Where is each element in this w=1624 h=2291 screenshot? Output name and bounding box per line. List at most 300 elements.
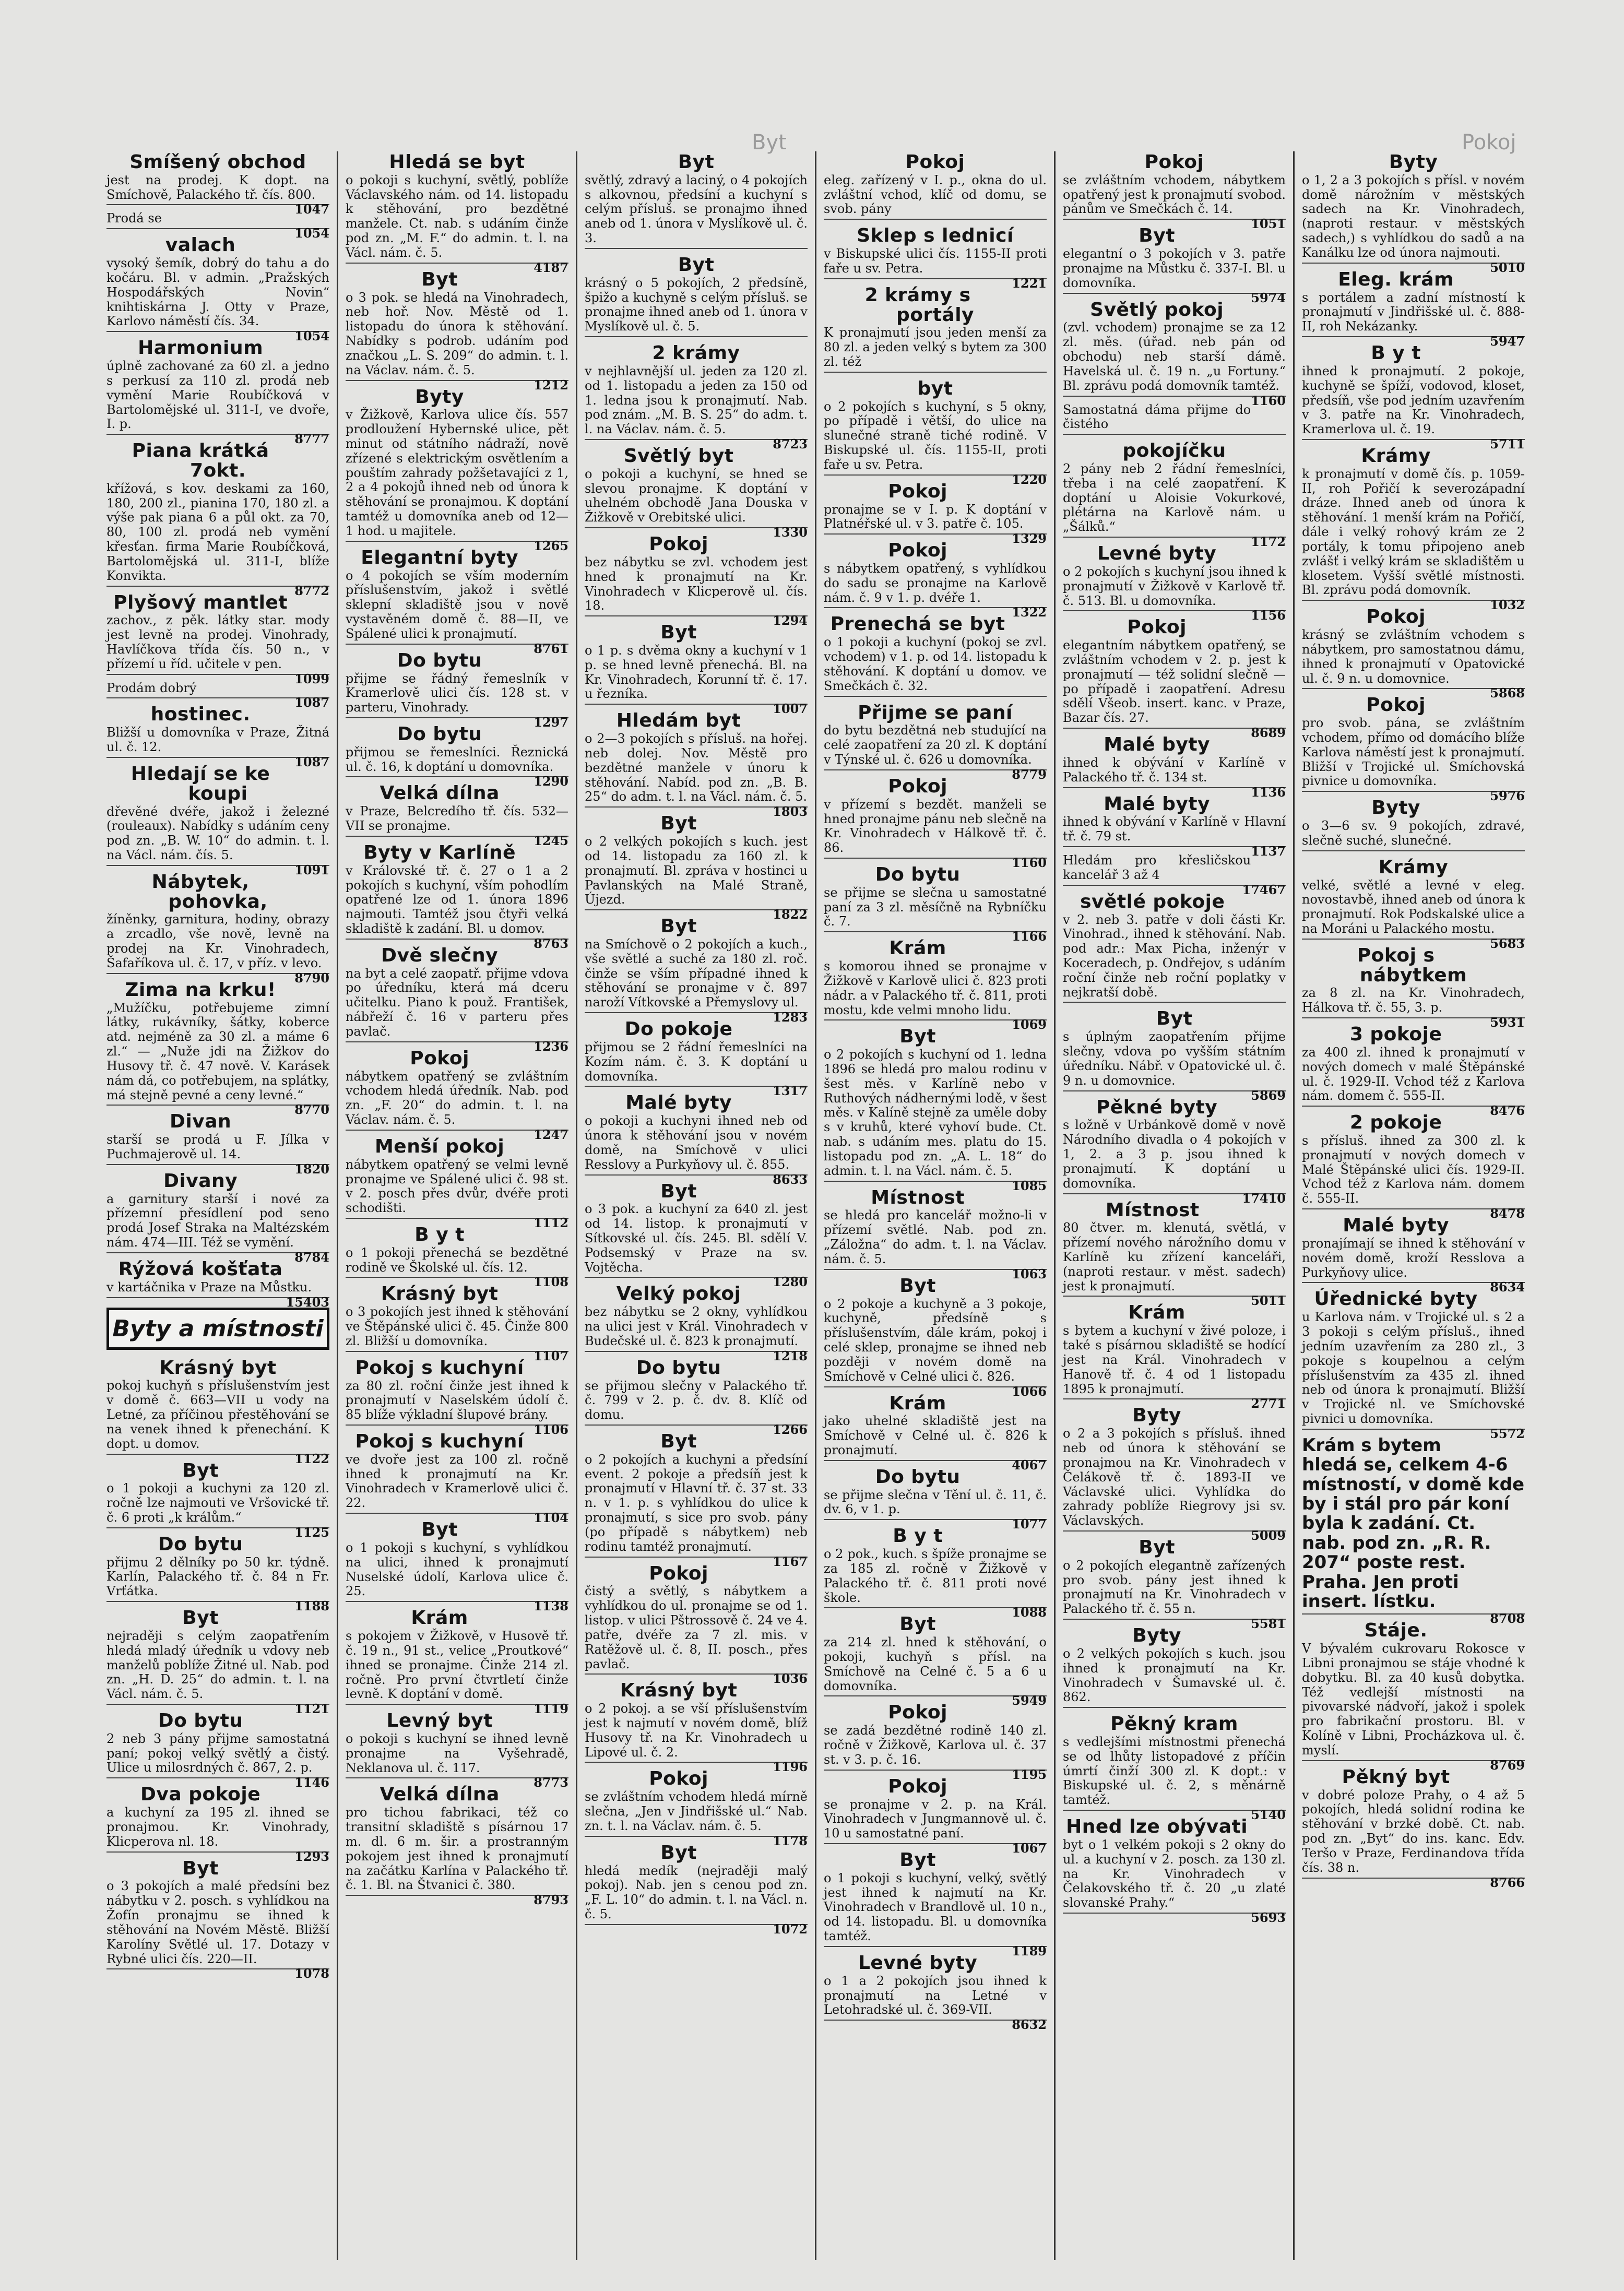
classified-ad bbox=[1063, 225, 1286, 305]
ad-heading: Byty bbox=[1389, 151, 1438, 173]
top-mark-left: Byt bbox=[752, 130, 787, 155]
classified-ad bbox=[1063, 1096, 1286, 1206]
classified-ad bbox=[585, 445, 808, 540]
ad-text: eleg. zařízený v I. p., okna do ul. zvláštní vchod, klíč od domu, se svob. pány bbox=[824, 172, 1047, 217]
ad-text: s komorou ihned se pronajme v Žižkově v Karlově ulici č. 823 proti nádr. a v Palackého tř. č. 811, proti mostu, kde velmi mnoho lidu. bbox=[824, 959, 1047, 1017]
ad-number: 1196 bbox=[773, 1759, 808, 1775]
ad-heading: Hledají se ke koupi bbox=[131, 763, 270, 804]
ad-number: 1119 bbox=[534, 1701, 568, 1717]
ad-text: o 3 pokojích a malé předsíni bez nábytku v 2. posch. s vyhlídkou na Žofín pronajmu se ihned k stěhování na Novém Městě. Bližší Karolíny Světlé ul. 17. Dotazy v Rybné ulici čís. 220—II. bbox=[106, 1879, 329, 1966]
classified-ad bbox=[824, 1775, 1047, 1856]
ad-text: o 3 pokojích jest ihned k stěhování ve Štěpánské ulici č. 45. Činže 800 zl. Bližší u domovníka. bbox=[346, 1304, 568, 1348]
ad-heading: valach bbox=[165, 234, 236, 256]
ad-text: pro svob. pána, se zvláštním vchodem, přímo od domácího blíže Karlova náměstí jest k pronajmutí. Bližší v Trojické ul. Smíchovská pivnice u domovníka. bbox=[1302, 716, 1525, 789]
ad-heading: Pokoj s kuchyní bbox=[355, 1357, 524, 1379]
ad-number: 1178 bbox=[773, 1833, 808, 1848]
ad-number: 8779 bbox=[1012, 766, 1047, 782]
ad-heading: 2 krámy bbox=[652, 342, 740, 364]
classified-ad bbox=[1063, 1008, 1286, 1103]
ad-heading: Byt bbox=[1156, 1008, 1193, 1030]
classified-ad bbox=[106, 337, 329, 447]
ad-number: 1266 bbox=[773, 1422, 808, 1438]
classified-ad bbox=[346, 151, 568, 275]
ad-text: o 2 pokojích elegantně zařízených pro svob. pány jest ihned k pronajmutí na Kr. Vinohradech v Palackého tř. č. 55 n. bbox=[1063, 1558, 1286, 1617]
ad-heading: Malé byty bbox=[1104, 793, 1211, 815]
ad-text: se přijme slečna v Tění ul. č. 11, č. dv. 6, v 1. p. bbox=[824, 1487, 1047, 1517]
classified-ad bbox=[1302, 1112, 1525, 1221]
ad-heading: Pokoj bbox=[905, 151, 965, 173]
ad-heading: Byty bbox=[1132, 1405, 1181, 1427]
classified-ad bbox=[106, 1607, 329, 1716]
classified-ad bbox=[346, 1607, 568, 1717]
ad-heading: Byt bbox=[660, 622, 697, 644]
ad-text: na Smíchově o 2 pokojích a kuch., vše světlé a suché za 180 zl. roč. činže se vším případné ihned k stěhování se pronajme v č. 897 naroží Vítkovské a Přemyslovy ul. bbox=[585, 936, 808, 1010]
ad-text: jest na prodej. K dopt. na Smíchově, Palackého tř. čís. 800. bbox=[106, 172, 329, 202]
ad-heading: Byt bbox=[899, 1275, 936, 1297]
ad-number: 1293 bbox=[294, 1848, 329, 1864]
classified-ad bbox=[585, 1092, 808, 1187]
ad-number: 1087 bbox=[294, 695, 329, 710]
ad-text: v Praze, Belcredího tř. čís. 532—VII se pronajme. bbox=[346, 804, 568, 834]
ad-text: s portálem a zadní místností k pronajmutí v Jindřišské ul. č. 888-II, roh Nekázanky. bbox=[1302, 290, 1525, 334]
classified-ad bbox=[585, 1018, 808, 1099]
ad-heading: Zima na krku! bbox=[125, 979, 276, 1001]
classified-ad bbox=[824, 225, 1047, 291]
ad-number: 1108 bbox=[534, 1274, 568, 1290]
ad-heading: Do bytu bbox=[397, 649, 482, 671]
classified-ad bbox=[106, 763, 329, 877]
ad-heading: Byt bbox=[660, 1842, 697, 1863]
ad-text: s přísluš. ihned za 300 zl. k pronajmutí v nových domech v Malé Štěpánské ulici čís. 1929-II. Vchod též z Karlova nám. domem č. 555-II. bbox=[1302, 1133, 1525, 1206]
column-3 bbox=[577, 151, 816, 2260]
ad-number: 1265 bbox=[534, 538, 568, 553]
ad-text: o 2 pok., kuch. s špíže pronajme se za 185 zl. ročně v Žižkově v Palackého tř. č. 811 proti nové škole. bbox=[824, 1547, 1047, 1605]
ad-text: ihned k obývání v Karlíně v Hlavní tř. č. 79 st. bbox=[1063, 814, 1286, 844]
classified-ad bbox=[1302, 268, 1525, 349]
ad-heading: Krám bbox=[1128, 1302, 1186, 1324]
ad-text: s bytem a kuchyní v živé poloze, i také s písárnou skladiště se hodící jest na Král. Vinohradech v Hanově tř. č. 4 od 1 listopadu 1895 k pronajmutí. bbox=[1063, 1323, 1286, 1396]
ad-heading: Byt bbox=[678, 254, 715, 276]
ad-heading: Pokoj bbox=[1144, 151, 1204, 173]
ad-number: 1322 bbox=[1012, 604, 1047, 620]
ad-number: 5683 bbox=[1490, 935, 1525, 951]
ad-number: 1247 bbox=[534, 1126, 568, 1142]
ad-text: v 2. neb 3. patře v doli části Kr. Vinohrad., ihned k stěhování. Nab. pod adr.: Max Picha, inženýr v Koceradech, p. Ondřejov, s udáním roční činže neb roční poplatky v nejkratší době. bbox=[1063, 912, 1286, 1000]
ad-heading: Krásný byt bbox=[159, 1357, 277, 1379]
ad-text: o pokoji a kuchyni ihned neb od února k stěhování jsou v novém domě, na Smíchově v ulici Resslovy a Purkyňovy ul. č. 855. bbox=[585, 1113, 808, 1172]
ad-text: o 1 pokoji přenechá se bezdětné rodině ve Školské ul. čís. 12. bbox=[346, 1245, 568, 1275]
classified-ad bbox=[1302, 1434, 1525, 1627]
classified-ad bbox=[346, 1519, 568, 1614]
ad-number: 1121 bbox=[294, 1701, 329, 1716]
ad-heading: Hledá se byt bbox=[389, 151, 525, 173]
ad-number: 1317 bbox=[773, 1083, 808, 1099]
top-mark-right: Pokoj bbox=[1462, 130, 1516, 155]
ad-number: 8777 bbox=[294, 431, 329, 447]
ad-number: 1146 bbox=[294, 1775, 329, 1790]
ad-text: za 214 zl. hned k stěhování, o pokoji, kuchyň s přísl. na Smíchově na Celné č. 5 a 6 u domovníka. bbox=[824, 1635, 1047, 1693]
ad-heading: Stáje. bbox=[1364, 1620, 1428, 1642]
classified-ad bbox=[346, 268, 568, 393]
ad-number: 8476 bbox=[1490, 1103, 1525, 1119]
classified-ad bbox=[585, 1842, 808, 1937]
classified-ad bbox=[1063, 616, 1286, 741]
ad-number: 1822 bbox=[773, 907, 808, 922]
classified-ad bbox=[106, 151, 329, 217]
ad-number: 1054 bbox=[294, 328, 329, 344]
ad-number: 15403 bbox=[286, 1294, 329, 1310]
classified-ad bbox=[1063, 892, 1286, 1003]
ad-number: 8634 bbox=[1490, 1279, 1525, 1295]
ad-number: 5974 bbox=[1251, 290, 1286, 305]
ad-number: 1280 bbox=[773, 1274, 808, 1290]
ad-heading: Pěkný kram bbox=[1110, 1713, 1238, 1735]
classified-ad bbox=[1302, 1024, 1525, 1119]
ad-text: v nejhlavnější ul. jeden za 120 zl. od 1. listopadu a jeden za 150 od 1. ledna jsou k pronajmutí. Nab. pod znám. „M. B. S. 25“ do adm. t. l. na Václav. nám. č. 5. bbox=[585, 363, 808, 437]
ad-text: elegantní o 3 pokojích v 3. patře pronajme na Můstku č. 337-I. Bl. u domovníka. bbox=[1063, 246, 1286, 290]
ad-text: byt o 1 velkém pokoji s 2 okny do ul. a kuchyní v 2. posch. za 130 zl. na Kr. Vinohradech v Čelakovského tř. č. 20 „u zlaté slovanské Prahy.“ bbox=[1063, 1837, 1286, 1910]
classified-ad bbox=[106, 704, 329, 769]
ad-heading: Malé byty bbox=[1104, 734, 1211, 756]
classified-ad bbox=[585, 916, 808, 1025]
ad-text: se přijmou slečny v Palackého tř. č. 799 v 2. p. č. dv. 8. Klíč od domu. bbox=[585, 1378, 808, 1422]
ad-number: 1069 bbox=[1012, 1017, 1047, 1032]
ad-number: 8761 bbox=[534, 640, 568, 656]
ad-text: ihned k pronajmutí. 2 pokoje, kuchyně se špíží, vodovod, kloset, předsíň, vše pod jedním uzavřením v 3. patře na Kr. Vinohradech, Kramerlova ul. č. 19. bbox=[1302, 363, 1525, 437]
ad-heading: Prenechá se byt bbox=[830, 613, 1005, 635]
ad-number: 1072 bbox=[773, 1921, 808, 1937]
ad-text: o 2—3 pokojích s přísluš. na hořej. neb dolej. Nov. Městě pro bezdětné manžele v únoru k stěhování. Nabíd. pod zn. „B. B. 25“ do adm. t. l. na Václ. nám. č. 5. bbox=[585, 731, 808, 804]
ad-heading: Pokoj bbox=[888, 775, 947, 797]
ad-heading: Do bytu bbox=[158, 1710, 243, 1731]
classified-ad bbox=[106, 1857, 329, 1981]
ad-number: 1283 bbox=[773, 1010, 808, 1025]
ad-heading: Hledám byt bbox=[616, 710, 741, 732]
classified-ad bbox=[346, 1357, 568, 1438]
ad-heading: Piana krátká 7okt. bbox=[132, 440, 269, 481]
classified-ad bbox=[1302, 1288, 1525, 1441]
ad-heading: Pokoj bbox=[649, 1768, 708, 1790]
classified-ad bbox=[824, 1702, 1047, 1782]
section-banner: Byty a místnosti bbox=[106, 1308, 329, 1350]
classified-ad bbox=[106, 1258, 329, 1310]
ad-text: o 2 pokoj. a se vší příslušenstvím jest k najmutí v novém domě, blíž Husovy tř. na Kr. Vinohradech u Lipové ul. č. 2. bbox=[585, 1701, 808, 1760]
ad-heading: Krám bbox=[889, 1392, 946, 1414]
ad-heading: Světlý byt bbox=[623, 445, 734, 467]
classified-ad bbox=[824, 1952, 1047, 2033]
ad-heading: Levné byty bbox=[858, 1952, 978, 1974]
ad-heading: B y t bbox=[1371, 342, 1421, 364]
classified-ad bbox=[346, 649, 568, 730]
ad-heading: Do bytu bbox=[875, 863, 961, 885]
ad-text: 2 neb 3 pány přijme samostatná paní; pokoj velký světlý a čistý. Ulice u milosrdných č. 867, 2. p. bbox=[106, 1731, 329, 1775]
ad-heading: Úřednické byty bbox=[1314, 1288, 1478, 1310]
ad-text: hledá medík (nejraději malý pokoj). Nab. jen s cenou pod zn. „F. L. 10“ do admin. t. l. na Václ. n. č. 5. bbox=[585, 1863, 808, 1922]
ad-number: 1290 bbox=[534, 774, 568, 789]
column-4 bbox=[816, 151, 1056, 2260]
ad-number: 1067 bbox=[1012, 1841, 1047, 1856]
ad-heading: Do bytu bbox=[875, 1466, 961, 1488]
ad-number: 1107 bbox=[534, 1348, 568, 1363]
ad-text: pokoj kuchyň s příslušenstvím jest v domě č. 663—VII u vody na Letné, za příčinou přestěhování se na venek ihned k přenechání. K dopt. u domov. bbox=[106, 1378, 329, 1451]
ad-text: starší se prodá u F. Jílka v Puchmajerově ul. 14. bbox=[106, 1132, 329, 1161]
ad-heading: Byt bbox=[660, 1431, 697, 1453]
ad-heading: 2 pokoje bbox=[1349, 1112, 1442, 1134]
ad-text: ve dvoře jest za 100 zl. ročně ihned k pronajmutí na Kr. Vinohradech v Kramerlově ulici č. 22. bbox=[346, 1452, 568, 1511]
classified-ad bbox=[346, 1135, 568, 1230]
ad-text: křížová, s kov. deskami za 160, 180, 200 zl., pianina 170, 180 zl. a výše pak piana 6 a půl okt. za 70, 80, 100 zl. prodá neb vymění křesťan. firma Marie Roubíčková, Bartolomějská ul. 311-I, blíže Konvikta. bbox=[106, 481, 329, 583]
classified-ad bbox=[1063, 299, 1286, 408]
ad-heading: Smíšený obchod bbox=[129, 151, 306, 173]
ad-text: s ložně v Urbánkově domě v nově Národního divadla o 4 pokojích v 1, 2. a 3 p. jsou ihned k pronajmutí. K doptání u domovníka. bbox=[1063, 1118, 1286, 1191]
ad-text: se zvláštním vchodem, nábytkem opatřený jest k pronajmutí svobod. pánům ve Smečkách č. 14. bbox=[1063, 172, 1286, 217]
ad-text: přijmou se 2 řádní řemeslníci na Kozím nám. č. 3. K doptání u domovníka. bbox=[585, 1039, 808, 1084]
ad-heading: Byt bbox=[182, 1857, 219, 1879]
ad-heading: Velká dílna bbox=[380, 782, 500, 804]
ad-text: nábytkem opatřený se zvláštním vchodem hledá úředník. Nab. pod zn. „F. 20“ do admin. t. l. na Václav. nám. č. 5. bbox=[346, 1069, 568, 1127]
ad-heading: Levný byt bbox=[386, 1710, 493, 1732]
ad-heading: Krám bbox=[889, 937, 946, 959]
ad-heading: Dvě slečny bbox=[381, 944, 499, 966]
ad-text: Samostatná dáma přijme do čistého bbox=[1063, 402, 1251, 432]
ad-heading: Do bytu bbox=[636, 1357, 721, 1379]
classified-ad bbox=[106, 234, 329, 344]
classified-ad bbox=[824, 863, 1047, 944]
ad-heading: Byt bbox=[182, 1607, 219, 1629]
ad-number: 1221 bbox=[1012, 275, 1047, 291]
ad-number: 5949 bbox=[1012, 1693, 1047, 1708]
ad-heading: Přijme se paní bbox=[858, 702, 1013, 723]
classified-ad bbox=[824, 286, 1047, 373]
classified-ad bbox=[1302, 1620, 1525, 1773]
classified-ad bbox=[1063, 151, 1286, 232]
classified-ad bbox=[346, 944, 568, 1054]
ad-heading: Byt bbox=[1139, 1536, 1175, 1558]
ad-heading: Pokoj bbox=[649, 1562, 708, 1584]
ad-heading: Pokoj s nábytkem bbox=[1357, 944, 1467, 986]
ad-number: 5693 bbox=[1251, 1910, 1286, 1926]
ad-heading: Rýžová košťata bbox=[118, 1258, 283, 1280]
ad-number: 1172 bbox=[1251, 534, 1286, 550]
ad-text: v kartáčnika v Praze na Můstku. bbox=[106, 1279, 312, 1295]
ad-text: o 3 pok. a kuchyní za 640 zl. jest od 14. listop. k pronajmutí v Sítkovské ul. čís. 245. Bl. sdělí V. Podsemský v Praze na sv. Vojtěcha. bbox=[585, 1202, 808, 1275]
ad-number: 8633 bbox=[773, 1171, 808, 1187]
ad-number: 8793 bbox=[534, 1892, 568, 1908]
ad-number: 1329 bbox=[1012, 531, 1047, 547]
classified-ad bbox=[585, 1357, 808, 1438]
classified-ad bbox=[346, 1283, 568, 1363]
ad-heading: Pěkné byty bbox=[1096, 1096, 1218, 1118]
classified-ad bbox=[1302, 1215, 1525, 1295]
ad-text: o 2 pokojích s kuchyní, s 5 okny, po případě i větší, do ulice na slunečné straně tiché rodině. V Biskupské ul. čís. 1155-II, proti faře u sv. Petra. bbox=[824, 399, 1047, 472]
classified-ad bbox=[824, 1525, 1047, 1620]
classified-ad bbox=[585, 342, 808, 452]
ad-number: 1136 bbox=[1251, 784, 1286, 800]
ad-number: 1007 bbox=[773, 701, 808, 717]
ad-text: 2 pány neb 2 řádní řemeslníci, třeba i na celé zaopatření. K doptání u Aloisie Vokurkové, plétárna na Karlově nám. u „Šálků.“ bbox=[1063, 461, 1286, 535]
ad-number: 17410 bbox=[1242, 1190, 1286, 1206]
ad-text: nábytkem opatřený se velmi levně pronajme ve Spálené ulici č. 98 st. v 2. posch přes dvůr, dvéře proti schodišti. bbox=[346, 1157, 568, 1216]
ad-number: 5581 bbox=[1251, 1616, 1286, 1632]
ad-text: se pronajme v 2. p. na Král. Vinohradech v Jungmannově ul. č. 10 u samostatné paní. bbox=[824, 1797, 1047, 1841]
ad-heading: Krámy bbox=[1378, 856, 1449, 878]
ad-heading: Byt bbox=[899, 1849, 936, 1871]
classified-ad bbox=[585, 1283, 808, 1363]
ad-number: 1195 bbox=[1012, 1766, 1047, 1782]
ad-heading: Pokoj bbox=[888, 1775, 947, 1797]
ad-heading: Pěkný byt bbox=[1342, 1766, 1450, 1788]
ad-number: 1160 bbox=[1251, 393, 1286, 408]
column-5 bbox=[1056, 151, 1295, 2260]
ad-text: a garnitury starší i nové za přízemní přesídlení pod seno prodá Josef Straka na Maltézském nám. 474—III. Též se vymění. bbox=[106, 1191, 329, 1250]
ad-text: o 1 a 2 pokojích jsou ihned k pronajmutí na Letné v Letohradské ul. č. 369-VII. bbox=[824, 1973, 1047, 2017]
ad-text: o 3 pok. se hledá na Vinohradech, neb hoř. Nov. Městě od 1. listopadu do února k stěhování. Nabídky s podrob. udáním pod značkou „L. S. 209“ do admin. t. l. na Václav. nám. č. 5. bbox=[346, 290, 568, 377]
classified-ad bbox=[1302, 856, 1525, 951]
ad-text: čistý a světlý, s nábytkem a vyhlídkou do ul. pronajme se od 1. listop. v ulici Pštrossově č. 24 ve 4. patře, dvéře za 7 zl. mis. v Ratěžově ul. č. 8, II. posch., přes pavlač. bbox=[585, 1584, 808, 1671]
ad-number: 1218 bbox=[773, 1348, 808, 1363]
ad-text: v přízemí s bezdět. manželi se hned pronajme pánu neb slečně na Kr. Vinohradech v Hálkově tř. č. 86. bbox=[824, 797, 1047, 856]
classified-ad bbox=[1302, 798, 1525, 851]
classified-ad bbox=[106, 1533, 329, 1614]
ad-text: v Biskupské ulici čís. 1155-II proti faře u sv. Petra. bbox=[824, 246, 1047, 276]
ad-heading: Byty bbox=[415, 386, 464, 408]
column-6 bbox=[1295, 151, 1532, 2260]
classified-ad bbox=[824, 1026, 1047, 1193]
ad-text: o 2 velkých pokojích s kuch. jest od 14. listopadu za 160 zl. k pronajmutí. Bl. zpráva v hostinci u Pavlanských na Malé Straně, Újezd. bbox=[585, 834, 808, 907]
ad-heading: Byt bbox=[421, 268, 458, 290]
ad-text: nejraději s celým zaopatřením hledá mladý úředník u vdovy neb manželů poblíže Žitné ul. Nab. pod zn. „H. D. 25“ do admin. t. l. na Václ. nám. č. 5. bbox=[106, 1628, 329, 1702]
ad-text: (zvl. vchodem) pronajme se za 12 zl. měs. (úřad. neb pán od obchodu) neb starší dámě. Havelská ul. č. 19 n. „u Fortuny.“ Bl. zprávu podá domovník tamtéž. bbox=[1063, 320, 1286, 393]
ad-number: 5976 bbox=[1490, 788, 1525, 804]
classified-ad bbox=[1063, 1626, 1286, 1708]
ad-number: 1085 bbox=[1012, 1178, 1047, 1193]
ad-number: 1036 bbox=[773, 1671, 808, 1687]
ad-text: Krám s bytem hledá se, celkem 4-6 místností, v domě kde by i stál pro pár koní byla k zadání. Ct. nab. pod zn. „R. R. 207“ poste rest. Praha. Jen proti insert. lístku. bbox=[1302, 1434, 1525, 1612]
ad-heading: B y t bbox=[414, 1224, 465, 1245]
ad-heading: Pokoj bbox=[410, 1047, 469, 1069]
ad-number: 1054 bbox=[294, 225, 329, 241]
classified-ad bbox=[106, 979, 329, 1118]
classified-ad bbox=[346, 1431, 568, 1526]
classified-ad bbox=[585, 1180, 808, 1290]
ad-heading: Byt bbox=[899, 1613, 936, 1635]
ad-heading: Světlý pokoj bbox=[1090, 299, 1224, 320]
ad-text: o 2 a 3 pokojích s přísluš. ihned neb od února k stěhování se pronajmou na Kr. Vinohradech v Čelákově tř. č. 1893-II ve Václavské ulici. Vyhlídka do zahrady poblíže Riegrovy jsi sv. Václavských. bbox=[1063, 1426, 1286, 1528]
classified-ad bbox=[1302, 694, 1525, 804]
classified-ad bbox=[585, 1680, 808, 1775]
ad-heading: Místnost bbox=[1105, 1199, 1200, 1221]
ad-text: V bývalém cukrovaru Rokosce v Libni pronajmou se stáje vhodné k dobytku. Bl. za 40 kusů dobytka. Též vedlejší místnosti na pivovarské nádvoří, jakož i spolek pro fabrikační prostoru. Bl. v Kolíně v Libni, Procházkova ul. č. myslí. bbox=[1302, 1641, 1525, 1758]
ad-heading: Do bytu bbox=[397, 723, 482, 745]
ad-heading: Pokoj bbox=[888, 480, 947, 502]
ad-number: 8772 bbox=[294, 583, 329, 598]
ad-heading: Pokoj bbox=[1127, 616, 1187, 638]
ad-number: 1104 bbox=[534, 1510, 568, 1526]
ad-number: 5869 bbox=[1251, 1087, 1286, 1103]
ad-heading: 2 krámy s portály bbox=[864, 284, 975, 326]
classified-ad bbox=[346, 1710, 568, 1790]
ad-text: o 1 pokoji a kuchyni za 120 zl. ročně lze najmouti ve Vršovické tř. č. 6 proti „k králům.“ bbox=[106, 1481, 329, 1525]
ad-heading: Malé byty bbox=[625, 1092, 732, 1114]
classified-ad bbox=[585, 710, 808, 820]
ad-heading: Krám bbox=[411, 1607, 468, 1629]
ad-number: 8632 bbox=[1012, 2017, 1047, 2033]
ad-number: 8689 bbox=[1251, 725, 1286, 741]
ad-heading: světlé pokoje bbox=[1080, 891, 1225, 912]
ad-text: 80 čtver. m. klenutá, světlá, v přízemí nového nárožního domu v Karlíně ku zřízení kanceláři, (naproti restaur. v měst. sadech) jest k pronajmutí. bbox=[1063, 1220, 1286, 1293]
classified-ad bbox=[1063, 1199, 1286, 1309]
ad-number: 8769 bbox=[1490, 1757, 1525, 1773]
ad-number: 1330 bbox=[773, 525, 808, 540]
classified-ad bbox=[106, 1459, 329, 1540]
ad-heading: B y t bbox=[893, 1525, 943, 1547]
classified-ad bbox=[824, 775, 1047, 870]
ad-text: za 80 zl. roční činže jest ihned k pronajmutí v Naselském údolí č. 85 blíže výkladní šlupové brány. bbox=[346, 1378, 568, 1422]
ad-text: s vedlejšími místnostmi přenechá se od lhůty listopadové z příčin úmrtí činží 300 zl. K dopt.: v Biskupské ul. č. 2, s měnárně tamtéž. bbox=[1063, 1735, 1286, 1808]
ad-text: o 3—6 sv. 9 pokojích, zdravé, slečně suché, slunečné. bbox=[1302, 818, 1525, 848]
ad-text: K pronajmutí jsou jeden menší za 80 zl. a jeden velký s bytem za 300 zl. též bbox=[824, 325, 1047, 369]
classified-ad bbox=[1063, 543, 1286, 623]
ad-heading: 3 pokoje bbox=[1349, 1024, 1442, 1046]
ad-heading: Pokoj bbox=[1366, 694, 1426, 716]
classified-ad bbox=[346, 723, 568, 789]
ad-text: Hledám pro křesličskou kancelář 3 až 4 bbox=[1063, 853, 1251, 882]
classified-ad bbox=[585, 813, 808, 922]
ad-number: 1294 bbox=[773, 613, 808, 628]
ad-number: 1078 bbox=[294, 1966, 329, 1981]
ad-heading: Do bytu bbox=[158, 1533, 243, 1555]
ad-text: Prodá se bbox=[106, 211, 162, 226]
ad-text: „Mužíčku, potřebujeme zimní látky, rukávníky, šátky, koberce atd. nejméně za 30 zl. a máme 6 zl.“ — „Nuže jdi na Žižkov do Husovy tř. č. 47 nově. V. Karásek nám dá, co potřebujem, na splátky, má stejně pevné a ceny levné.“ bbox=[106, 1000, 329, 1102]
ad-number: 1047 bbox=[294, 201, 329, 217]
classified-ad bbox=[585, 622, 808, 717]
ad-heading: Byt bbox=[899, 1026, 936, 1048]
classified-ad bbox=[106, 1170, 329, 1265]
ad-number: 17467 bbox=[1242, 882, 1286, 897]
ad-number: 5711 bbox=[1490, 436, 1525, 452]
ad-heading: Byty bbox=[1132, 1625, 1181, 1647]
classified-ad bbox=[106, 1784, 329, 1864]
ad-text: o 2 velkých pokojích s kuch. jsou ihned k pronajmutí na Kr. Vinohradech v Šumavské ul. č. 862. bbox=[1063, 1646, 1286, 1705]
ad-number: 1138 bbox=[534, 1598, 568, 1614]
ad-number: 1122 bbox=[294, 1451, 329, 1466]
ad-number: 5572 bbox=[1490, 1426, 1525, 1441]
ad-text: o 2 pokojích a kuchyni a předsíní event. 2 pokoje a předsíň jest k pronajmutí v Hlavní tř. č. 37 st. 33 n. v 1. p. s vyhlídkou do ulice k pronajmutí, s sice pro svob. pány (po případě s nábytkem) neb rodinu tamtéž pronajmutí. bbox=[585, 1452, 808, 1554]
ad-number: 5010 bbox=[1490, 259, 1525, 275]
ad-heading: Krásný byt bbox=[381, 1283, 499, 1305]
classified-ad bbox=[585, 1562, 808, 1687]
ad-heading: Do pokoje bbox=[624, 1018, 733, 1040]
ad-text: o 1 pokoji s kuchyní, s vyhlídkou na ulici, ihned k pronajmutí Nuselské údolí, Karlova ulice č. 25. bbox=[346, 1540, 568, 1599]
ad-heading: Velký pokoj bbox=[616, 1283, 741, 1305]
ad-heading: Hned lze obývati bbox=[1066, 1816, 1248, 1838]
ad-text: přijmou se řemeslníci. Řeznická ul. č. 16, k doptání u domovníka. bbox=[346, 744, 568, 774]
classified-ad bbox=[824, 377, 1047, 487]
ad-number: 1091 bbox=[294, 862, 329, 877]
classified-ad bbox=[1302, 1766, 1525, 1890]
ad-number: 1112 bbox=[534, 1215, 568, 1230]
classified-ad bbox=[824, 702, 1047, 782]
ad-text: Bližší u domovníka v Praze, Žitná ul. č. 12. bbox=[106, 725, 329, 755]
classified-ad bbox=[346, 547, 568, 656]
classified-ad bbox=[1302, 151, 1525, 275]
ad-number: 4067 bbox=[1012, 1457, 1047, 1473]
ad-number: 5011 bbox=[1251, 1293, 1286, 1309]
ad-heading: Dva pokoje bbox=[140, 1784, 261, 1806]
ad-text: pronajme se v I. p. K doptání v Platnéřské ul. v 3. patře č. 105. bbox=[824, 502, 1047, 531]
classified-ad bbox=[346, 841, 568, 951]
ad-heading: Pokoj bbox=[1366, 606, 1426, 628]
